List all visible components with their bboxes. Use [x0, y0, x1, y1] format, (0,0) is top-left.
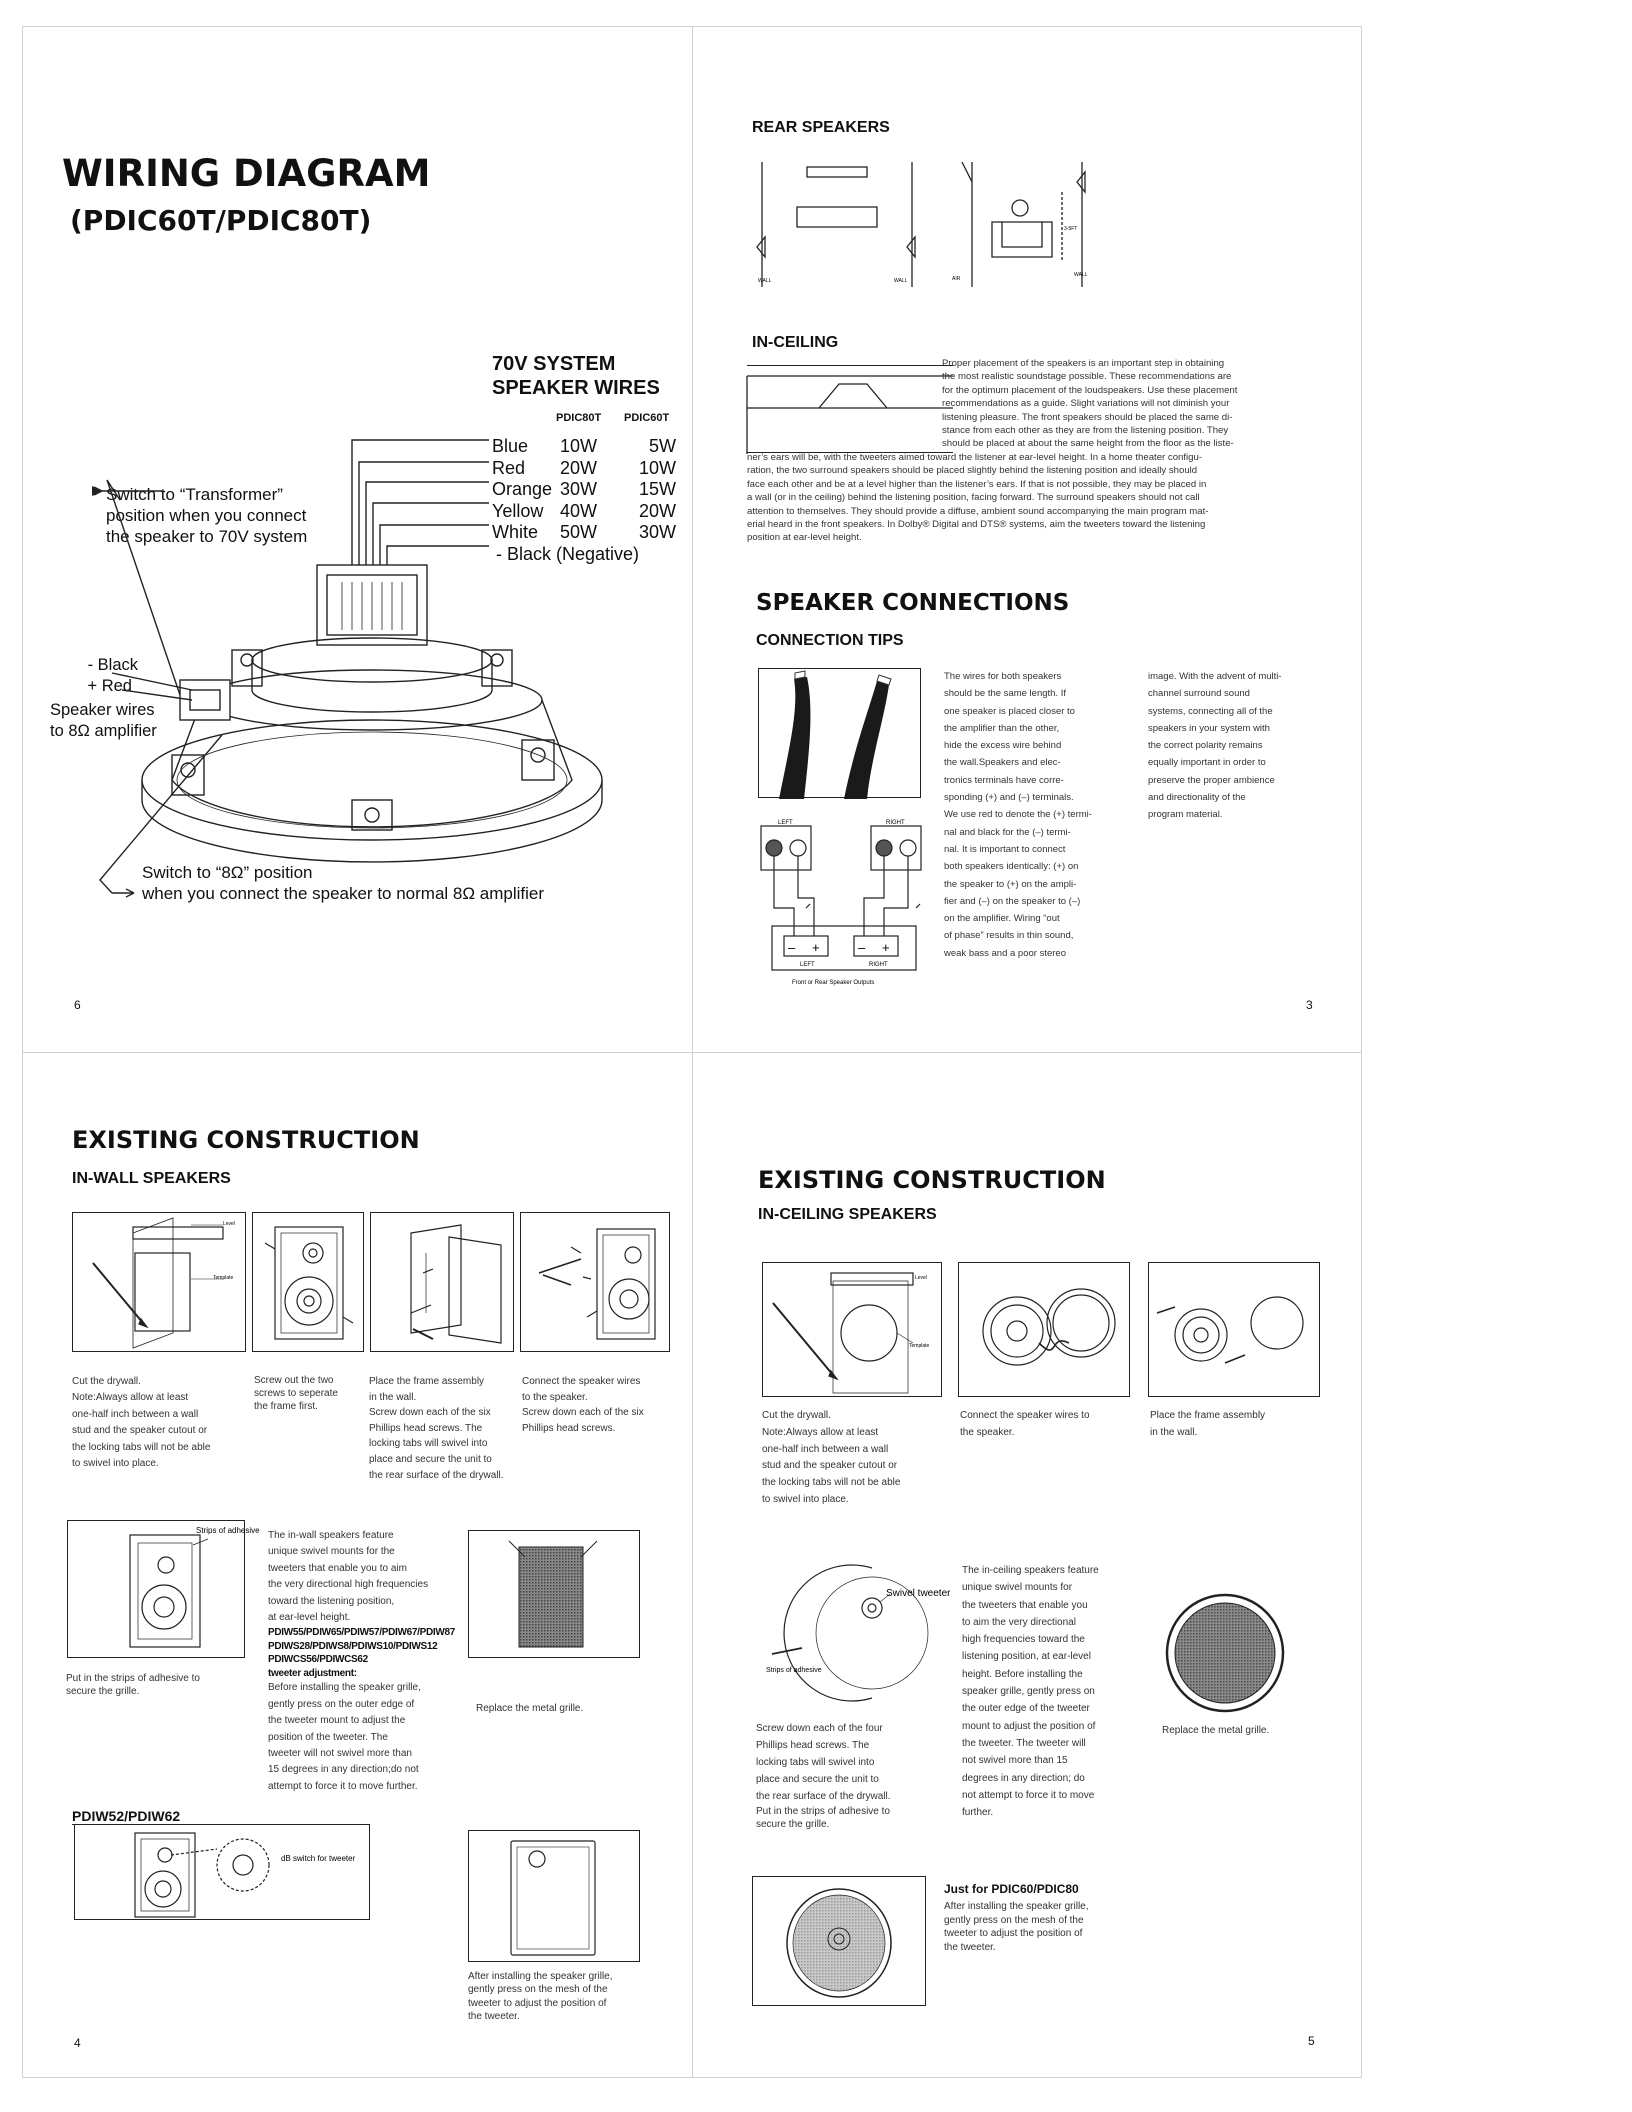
- rear-speakers-illustration: [752, 152, 1132, 292]
- model-line: tweeter adjustment:: [268, 1667, 357, 1679]
- wire-power-a: 30W: [560, 479, 598, 499]
- text-line: Phillips head screws. The: [369, 1422, 483, 1434]
- amp-left-label: LEFT: [800, 962, 815, 968]
- text-line: unique swivel mounts for: [962, 1582, 1073, 1594]
- page-subtitle: (PDIC60T/PDIC80T): [70, 204, 372, 237]
- text-line: Note:Always allow at least: [72, 1392, 189, 1404]
- text-line: listening position, at ear-level: [962, 1651, 1091, 1663]
- text-line: attention to themselves. They should provide a diffuse, ambient sound accompanying the main program mat-: [747, 505, 1209, 517]
- text-line: ner’s ears will be, with the tweeters aimed toward the listener at ear-level height. In a home theater configu-: [747, 452, 1203, 463]
- text-line: image. With the advent of multi-: [1148, 671, 1282, 682]
- caption-screw-out: [254, 1374, 362, 1413]
- fig-ceiling-grille: [1160, 1588, 1290, 1718]
- text-line: Phillips head screws. The: [756, 1740, 870, 1751]
- text-line: mount to adjust the position of: [962, 1720, 1096, 1732]
- amp-left-minus: –: [788, 940, 796, 955]
- in-ceiling-sketch: [747, 366, 953, 454]
- text-line: of phase” results in thin sound,: [944, 930, 1074, 942]
- label-speaker-wires: Speaker wires: [50, 701, 155, 719]
- text-line: further.: [962, 1807, 994, 1819]
- model-line: PDIWS28/PDIWS8/PDIWS10/PDIWS12: [268, 1640, 438, 1652]
- text-line: erial heard in the front speakers. In Dolby® Digital and DTS® systems, aim the tweeters toward the listening: [747, 519, 1206, 531]
- text-line: high frequencies toward the: [962, 1634, 1085, 1646]
- text-line: fier and (–) on the speaker to (–): [944, 895, 1081, 907]
- polarity-diagram: [756, 818, 936, 998]
- caption-cut-drywall: [72, 1374, 248, 1472]
- text-line: hide the excess wire behind: [944, 740, 1062, 752]
- text-line: nal and black for the (–) termi-: [944, 826, 1071, 838]
- in-ceiling-title: IN-CEILING: [752, 334, 839, 351]
- text-line: The in-wall speakers feature: [268, 1530, 394, 1541]
- text-line: the locking tabs will not be able: [762, 1477, 901, 1489]
- connection-tips-title: CONNECTION TIPS: [756, 632, 904, 649]
- rear-label-air: AIR: [952, 276, 961, 282]
- text-line: gently press on the mesh of the: [944, 1914, 1084, 1926]
- note-line: position when you connect: [106, 506, 307, 525]
- text-line: equally important in order to: [1148, 757, 1266, 769]
- text-line: the rear surface of the drywall.: [756, 1791, 891, 1802]
- text-line: position of the tweeter. The: [268, 1731, 388, 1743]
- amp-right-plus: +: [882, 940, 890, 955]
- wires-title-line1: 70V SYSTEM: [492, 353, 616, 375]
- caption-ceiling-cut: [762, 1408, 942, 1509]
- text-line: Put in the strips of adhesive to: [66, 1673, 200, 1684]
- label-to-amp: to 8Ω amplifier: [50, 722, 157, 740]
- fig-sketch: [959, 1263, 1131, 1398]
- text-line: program material.: [1148, 809, 1223, 821]
- page-number: 4: [74, 2036, 81, 2050]
- note-line: Switch to “8Ω” position: [142, 863, 313, 882]
- text-line: the frame first.: [254, 1401, 318, 1412]
- text-line: Cut the drywall.: [762, 1410, 831, 1421]
- spk-left-label: LEFT: [778, 820, 793, 826]
- fig-pdic-grille: [752, 1876, 926, 2006]
- label-strips: Strips of adhesive: [196, 1526, 260, 1535]
- text-line: the tweeter.: [944, 1941, 996, 1953]
- rear-label-wall3: WALL: [1074, 272, 1088, 278]
- page-title: EXISTING CONSTRUCTION: [758, 1166, 1106, 1194]
- model-line: PDIW55/PDIW65/PDIW57/PDIW67/PDIW87: [268, 1627, 456, 1639]
- text-line: channel surround sound: [1148, 688, 1250, 700]
- speaker-wiring-illustration: [22, 360, 712, 920]
- caption-screw-four: [756, 1720, 936, 1831]
- text-line: both speakers identically: (+) on: [944, 861, 1079, 873]
- text-line: sponding (+) and (–) terminals.: [944, 792, 1074, 804]
- rear-label-wall2: WALL: [894, 278, 908, 284]
- text-line: nal. It is important to connect: [944, 843, 1066, 855]
- text-line: locking tabs will swivel into: [369, 1438, 488, 1450]
- page-number: 5: [1308, 2034, 1315, 2048]
- page-divider-horizontal: [22, 1052, 1362, 1053]
- label-level: Level: [223, 1221, 235, 1227]
- caption-replace-grille: Replace the metal grille.: [476, 1703, 584, 1714]
- label-level: Level: [915, 1275, 927, 1281]
- label-black: - Black: [87, 656, 138, 674]
- label-template: Template: [213, 1275, 234, 1281]
- text-line: in the wall.: [1150, 1426, 1198, 1438]
- spk-right-label: RIGHT: [886, 820, 905, 826]
- text-line: Place the frame assembly: [369, 1376, 485, 1387]
- text-line: one-half inch between a wall: [72, 1408, 199, 1420]
- text-line: place and secure the unit to: [756, 1774, 879, 1785]
- text-line: Proper placement of the speakers is an important step in obtaining: [942, 358, 1225, 369]
- caption-place-frame: [369, 1374, 519, 1483]
- wire-color: White: [492, 522, 539, 542]
- note-line: the speaker to 70V system: [106, 527, 308, 546]
- caption-ceiling-place: [1150, 1408, 1320, 1442]
- fig-sketch: [469, 1831, 641, 1963]
- caption-connect-wires: [522, 1374, 672, 1436]
- text-line: Screw out the two: [254, 1375, 334, 1386]
- text-line: the speaker to (+) on the ampli-: [944, 878, 1077, 890]
- text-line: tweeters that enable you to aim: [268, 1562, 407, 1574]
- text-line: the most realistic soundstage possible. These recommendations are: [942, 371, 1232, 383]
- in-ceiling-figure: [747, 365, 953, 453]
- wire-color: Yellow: [492, 500, 544, 521]
- in-ceiling-text-top: [942, 357, 1302, 451]
- wires-title-line2: SPEAKER WIRES: [492, 377, 660, 399]
- text-line: a wall (or in the ceiling) behind the listening position, facing forward. The surround speakers should not call: [747, 492, 1200, 504]
- page-subtitle: IN-CEILING SPEAKERS: [758, 1206, 937, 1223]
- fig-sketch: [253, 1213, 365, 1353]
- text-line: in the wall.: [369, 1391, 417, 1403]
- fig-sketch: [469, 1531, 641, 1659]
- text-line: tweeter to adjust the position of: [468, 1997, 607, 2009]
- amp-left-plus: +: [812, 940, 820, 955]
- text-line: the tweeter.: [468, 2011, 520, 2023]
- page-number: 6: [74, 998, 81, 1012]
- text-line: height. Before installing the: [962, 1668, 1083, 1680]
- label-db-switch: dB switch for tweeter: [281, 1854, 356, 1863]
- text-line: locking tabs will swivel into: [756, 1757, 875, 1768]
- text-line: one-half inch between a wall: [762, 1443, 889, 1455]
- wire-color: Red: [492, 457, 526, 478]
- text-line: The wires for both speakers: [944, 671, 1062, 682]
- pdic-model-heading: Just for PDIC60/PDIC80: [944, 1882, 1079, 1896]
- fig-ceiling-place: [1148, 1262, 1320, 1397]
- tips-column-1: [944, 668, 1144, 962]
- text-line: 15 degrees in any direction;do not: [268, 1764, 419, 1776]
- text-line: After installing the speaker grille,: [468, 1971, 613, 1982]
- wire-power-b: 5W: [649, 436, 676, 456]
- text-line: After installing the speaker grille,: [944, 1901, 1089, 1912]
- caption-ceiling-connect: [960, 1408, 1130, 1442]
- text-line: tweeter to adjust the position of: [944, 1928, 1083, 1940]
- text-line: the tweeter. The tweeter will: [962, 1737, 1086, 1749]
- text-line: the very directional high frequencies: [268, 1579, 429, 1591]
- text-line: not swivel more than 15: [962, 1755, 1068, 1767]
- text-line: The in-ceiling speakers feature: [962, 1565, 1099, 1576]
- wire-black-negative: - Black (Negative): [496, 543, 640, 564]
- wire-color: Blue: [492, 436, 529, 456]
- col-pdic80t: PDIC80T: [556, 412, 602, 424]
- fig-sketch: [763, 1263, 943, 1398]
- outputs-caption: Front or Rear Speaker Outputs: [792, 980, 875, 986]
- text-line: unique swivel mounts for the: [268, 1546, 395, 1558]
- swivel-text: Swivel tweeter: [886, 1588, 951, 1599]
- fig-sketch: [1149, 1263, 1321, 1398]
- text-line: Phillips head screws.: [522, 1422, 616, 1434]
- note-line: when you connect the speaker to normal 8Ω amplifier: [142, 884, 545, 903]
- fig-swivel-tweeter: [752, 1558, 952, 1708]
- text-line: the locking tabs will not be able: [72, 1441, 211, 1453]
- text-line: to aim the very directional: [962, 1616, 1076, 1628]
- in-ceiling-feature-text: [962, 1562, 1142, 1821]
- rear-label-dim: 3-5FT: [1064, 226, 1078, 232]
- text-line: gently press on the outer edge of: [268, 1698, 415, 1710]
- text-line: systems, connecting all of the: [1148, 705, 1273, 717]
- text-line: position at ear-level height.: [747, 532, 862, 544]
- in-ceiling-text-bottom: [747, 451, 1307, 545]
- text-line: tweeter will not swivel more than: [268, 1748, 412, 1760]
- text-line: tronics terminals have corre-: [944, 774, 1064, 786]
- text-line: stud and the speaker cutout or: [762, 1460, 898, 1472]
- fig-sketch: [75, 1825, 371, 1921]
- text-line: recommendations as a guide. Slight variations will not diminish your: [942, 398, 1230, 410]
- text-line: Cut the drywall.: [72, 1376, 141, 1387]
- fig-connect-wires: [520, 1212, 670, 1352]
- fig-sketch: [68, 1521, 260, 1659]
- text-line: degrees in any direction; do: [962, 1772, 1085, 1784]
- text-line: the tweeters that enable you: [962, 1599, 1088, 1611]
- text-line: preserve the proper ambience: [1148, 774, 1275, 786]
- text-line: attempt to force it to move further.: [268, 1780, 418, 1792]
- fig-screw-out: [252, 1212, 364, 1352]
- text-line: Screw down each of the six: [369, 1407, 491, 1419]
- text-line: should be placed at about the same height from the floor as the liste-: [942, 438, 1234, 450]
- text-line: to the speaker.: [522, 1391, 588, 1403]
- fig-cut-drywall: [72, 1212, 246, 1352]
- text-line: stance from each other as they are from the listening position. They: [942, 425, 1229, 437]
- wire-power-a: 50W: [560, 522, 598, 542]
- pdiw-model-heading: PDIW52/PDIW62: [72, 1808, 192, 1825]
- label-template: Template: [909, 1343, 930, 1349]
- text-line: Note:Always allow at least: [762, 1426, 879, 1438]
- text-line: on the amplifier. Wiring “out: [944, 913, 1060, 925]
- label-red: + Red: [87, 676, 132, 695]
- wire-power-a: 40W: [560, 500, 598, 521]
- text-line: face each other and be at a level higher than the listener’s ears. If that is not possible, they may be placed in: [747, 478, 1207, 490]
- text-line: secure the grille.: [756, 1819, 830, 1830]
- text-line: the correct polarity remains: [1148, 740, 1263, 752]
- text-line: weak bass and a poor stereo: [944, 947, 1066, 959]
- fig-place-frame: [370, 1212, 514, 1352]
- text-line: speakers in your system with: [1148, 722, 1270, 734]
- fig-sketch: [371, 1213, 515, 1353]
- text-line: screws to seperate: [254, 1388, 338, 1399]
- text-line: and directionality of the: [1148, 792, 1246, 804]
- text-line: Connect the speaker wires: [522, 1376, 641, 1387]
- text-line: the tweeter mount to adjust the: [268, 1715, 406, 1727]
- text-line: not attempt to force it to move: [962, 1789, 1095, 1801]
- fig-sketch: [73, 1213, 247, 1353]
- text-line: speaker grille, gently press on: [962, 1686, 1095, 1698]
- text-line: Screw down each of the six: [522, 1407, 644, 1419]
- fig-adhesive: [67, 1520, 260, 1658]
- col-pdic60t: PDIC60T: [624, 412, 670, 424]
- wire-photo: [759, 669, 922, 799]
- fig-db-switch: [74, 1824, 370, 1920]
- caption-tweeter-mesh: [468, 1970, 658, 2024]
- caption-pdic-grille: [944, 1900, 1144, 1954]
- page-number: 3: [1306, 998, 1313, 1012]
- fig-sketch: [521, 1213, 671, 1353]
- wire-color: Orange: [492, 479, 553, 499]
- caption-replace-grille: Replace the metal grille.: [1162, 1725, 1270, 1736]
- fig-ceiling-connect: [958, 1262, 1130, 1397]
- wire-power-b: 20W: [638, 500, 676, 521]
- text-line: Screw down each of the four: [756, 1723, 883, 1734]
- text-line: to swivel into place.: [72, 1458, 159, 1470]
- wire-power-b: 15W: [638, 479, 676, 499]
- text-line: the rear surface of the drywall.: [369, 1469, 504, 1481]
- text-line: We use red to denote the (+) termi-: [944, 809, 1092, 821]
- text-line: ration, the two surround speakers should be placed slightly behind the listening position and ideally should: [747, 465, 1198, 477]
- text-line: Place the frame assembly: [1150, 1410, 1266, 1421]
- fig-ceiling-cut: [762, 1262, 942, 1397]
- model-list: [268, 1626, 468, 1680]
- rear-label-wall1: WALL: [758, 278, 772, 284]
- text-line: place and secure the unit to: [369, 1453, 492, 1465]
- text-line: secure the grille.: [66, 1686, 140, 1697]
- caption-adhesive: [66, 1672, 246, 1698]
- amp-right-minus: –: [858, 940, 866, 955]
- label-strips: Strips of adhesive: [766, 1667, 822, 1674]
- text-line: the outer edge of the tweeter: [962, 1703, 1090, 1715]
- text-line: at ear-level height.: [268, 1612, 351, 1624]
- amp-right-label: RIGHT: [869, 962, 888, 968]
- wire-power-b: 30W: [638, 522, 676, 542]
- text-line: the speaker.: [960, 1426, 1015, 1438]
- text-line: Before installing the speaker grille,: [268, 1682, 421, 1694]
- text-line: Put in the strips of adhesive to: [756, 1806, 890, 1817]
- text-line: Connect the speaker wires to: [960, 1410, 1090, 1421]
- text-line: toward the listening position,: [268, 1595, 395, 1607]
- wire-power-a: 20W: [560, 457, 598, 478]
- rear-speakers-title: REAR SPEAKERS: [752, 119, 890, 136]
- wire-power-b: 10W: [638, 457, 676, 478]
- text-line: should be the same length. If: [944, 688, 1066, 700]
- text-line: to swivel into place.: [762, 1493, 849, 1505]
- page-title: WIRING DIAGRAM: [62, 152, 431, 195]
- wire-power-a: 10W: [560, 436, 598, 456]
- text-line: listening pleasure. The front speakers should be placed the same di-: [942, 411, 1233, 423]
- fig-sketch: [753, 1877, 927, 2007]
- text-line: gently press on the mesh of the: [468, 1984, 608, 1996]
- text-line: the amplifier than the other,: [944, 722, 1060, 734]
- text-line: the wall.Speakers and elec-: [944, 757, 1061, 769]
- speaker-connections-title: SPEAKER CONNECTIONS: [756, 590, 1070, 616]
- model-line: PDIWCS56/PDIWCS62: [268, 1654, 368, 1666]
- tips-column-2: [1148, 668, 1318, 824]
- label-swivel: [886, 1588, 951, 1599]
- text-line: one speaker is placed closer to: [944, 705, 1075, 717]
- fig-tweeter-mesh: [468, 1830, 640, 1962]
- page-title: EXISTING CONSTRUCTION: [72, 1126, 420, 1154]
- text-line: for the optimum placement of the loudspeakers. Use these placement: [942, 384, 1238, 396]
- in-wall-feature-text: [268, 1528, 468, 1795]
- wire-photo-figure: [758, 668, 921, 798]
- fig-replace-grille: [468, 1530, 640, 1658]
- text-line: stud and the speaker cutout or: [72, 1425, 208, 1437]
- note-line: Switch to “Transformer”: [106, 485, 283, 504]
- page-subtitle: IN-WALL SPEAKERS: [72, 1170, 231, 1187]
